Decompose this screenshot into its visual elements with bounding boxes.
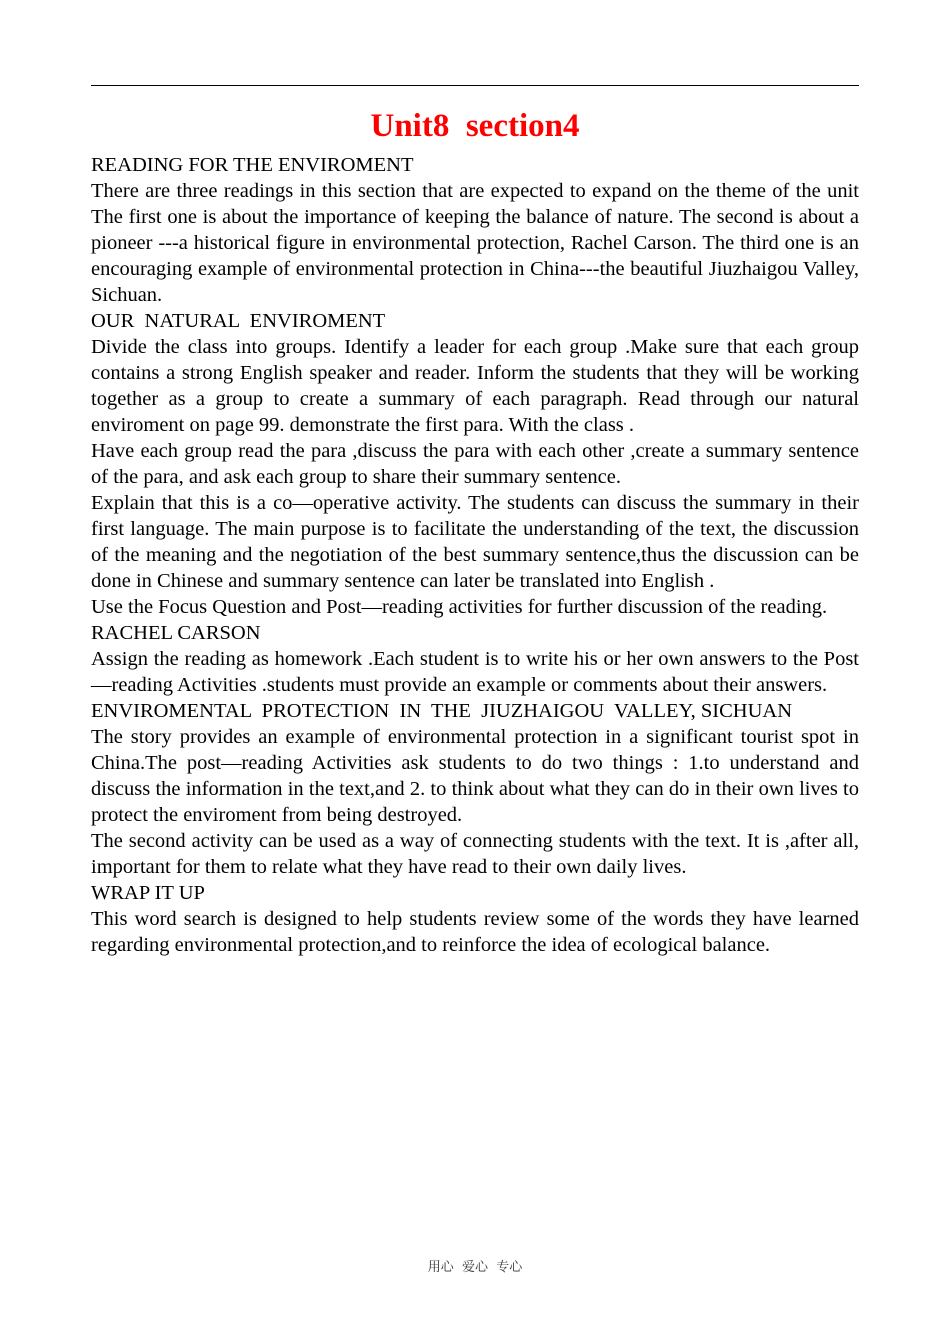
document-title: Unit8 section4 [370, 108, 580, 144]
document-body [91, 152, 859, 958]
section-heading: READING FOR THE ENVIROMENT [91, 154, 414, 176]
body-paragraph: The second activity can be used as a way of connecting students with the text. It is ,after all, important for them to relate what they have read to their own daily lives. [91, 830, 859, 878]
section-heading: OUR NATURAL ENVIROMENT [91, 310, 386, 332]
header-rule [91, 85, 859, 86]
body-paragraph: There are three readings in this section that are expected to expand on the theme of the unit The first one is about the importance of keeping the balance of nature. The second is about a pioneer ---a historical figure in environmental protection, Rachel Carson. The third one is an encouraging example of environmental protection in China---the beautiful Jiuzhaigou Valley, Sichuan. [91, 180, 859, 306]
section-heading: WRAP IT UP [91, 882, 205, 904]
section-heading: RACHEL CARSON [91, 622, 261, 644]
body-paragraph: This word search is designed to help students review some of the words they have learned regarding environmental protection,and to reinforce the idea of ecological balance. [91, 908, 859, 956]
page-footer: 用心 爱心 专心 [427, 1260, 523, 1275]
body-paragraph: The story provides an example of environmental protection in a significant tourist spot in China.The post—reading Activities ask students to do two things : 1.to understand and discuss the information in the text,and 2. to think about what they can do in their own lives to protect the enviroment from being destroyed. [91, 726, 859, 826]
body-paragraph: Explain that this is a co—operative activity. The students can discuss the summary in their first language. The main purpose is to facilitate the understanding of the text, the discussion of the meaning and the negotiation of the best summary sentence,thus the discussion can be done in Chinese and summary sentence can later be translated into English . [91, 492, 859, 592]
body-paragraph: Use the Focus Question and Post—reading activities for further discussion of the reading. [91, 596, 828, 618]
section-heading: ENVIROMENTAL PROTECTION IN THE JIUZHAIGOU VALLEY, SICHUAN [91, 700, 793, 722]
body-paragraph: Divide the class into groups. Identify a leader for each group .Make sure that each group contains a strong English speaker and reader. Inform the students that they will be working together as a group to create a summary of each paragraph. Read through our natural enviroment on page 99. demonstrate the first para. With the class . [91, 336, 859, 436]
body-paragraph: Assign the reading as homework .Each student is to write his or her own answers to the Post—reading Activities .students must provide an example or comments about their answers. [91, 648, 859, 696]
body-paragraph: Have each group read the para ,discuss the para with each other ,create a summary sentence of the para, and ask each group to share their summary sentence. [91, 440, 859, 488]
